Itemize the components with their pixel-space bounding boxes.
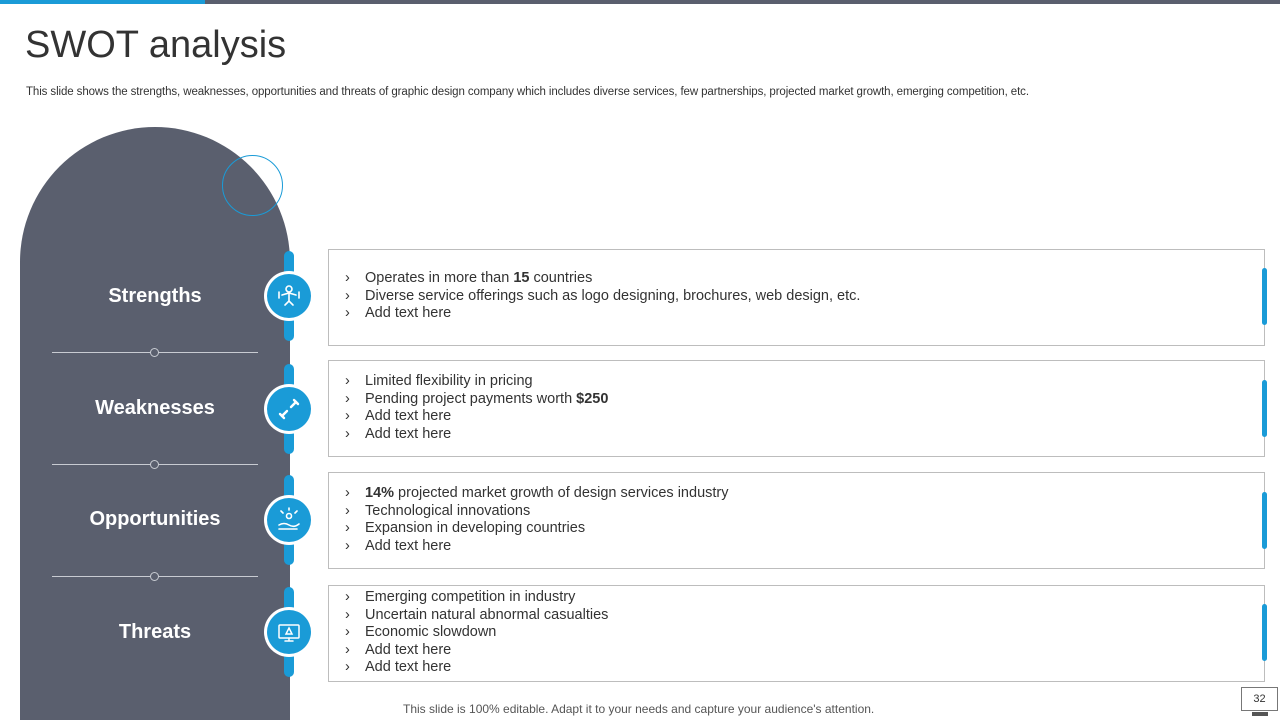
broken-link-icon: [267, 387, 311, 431]
chevron-right-icon: ›: [345, 485, 350, 501]
chevron-right-icon: ›: [345, 373, 350, 389]
chevron-right-icon: ›: [345, 641, 350, 658]
bullet-list: [345, 589, 608, 677]
chevron-right-icon: ›: [345, 408, 350, 425]
chevron-right-icon: ›: [345, 287, 350, 304]
icon-badge-strengths: [264, 271, 314, 321]
chevron-right-icon: ›: [345, 305, 350, 322]
side-tab: [1262, 380, 1267, 437]
icon-badge-threats: [264, 607, 314, 657]
icon-badge-opportunities: [264, 495, 314, 545]
list-item: › Operates in more than 15 countries: [345, 270, 593, 286]
chevron-right-icon: ›: [345, 589, 350, 605]
strength-icon: [267, 274, 311, 318]
slide-subtitle: This slide shows the strengths, weaknesses, opportunities and threats of graphic design company which includes diverse services, few partnerships, projected market growth, emerging competition, etc.: [26, 86, 1029, 98]
list-item: › Add text here: [345, 408, 452, 425]
bullet-list: [345, 485, 729, 555]
list-item: › Expansion in developing countries: [345, 520, 586, 537]
divider-dot: [150, 348, 159, 357]
side-tab: [1262, 492, 1267, 549]
slide-title: SWOT analysis: [25, 24, 287, 66]
bullet-list: [345, 373, 608, 443]
decorative-circle: [222, 155, 283, 216]
category-label-strengths: Strengths: [108, 285, 202, 307]
alert-monitor-icon: [267, 610, 311, 654]
top-bar-accent: [0, 0, 205, 4]
content-box-weaknesses: [328, 360, 1265, 457]
list-item: › Uncertain natural abnormal casualties: [345, 606, 609, 623]
side-tab: [1262, 604, 1267, 661]
list-item: › Emerging competition in industry: [345, 589, 576, 605]
list-item: › Diverse service offerings such as logo designing, brochures, web design, etc.: [345, 287, 861, 304]
chevron-right-icon: ›: [345, 502, 350, 519]
list-item: › Add text here: [345, 537, 452, 554]
chevron-right-icon: ›: [345, 606, 350, 623]
divider-dot: [150, 572, 159, 581]
list-item: › Limited flexibility in pricing: [345, 373, 533, 389]
footer-note: This slide is 100% editable. Adapt it to your needs and capture your audience's attention.: [403, 702, 875, 716]
content-box-strengths: [328, 249, 1265, 346]
chevron-right-icon: ›: [345, 624, 350, 641]
chevron-right-icon: ›: [345, 520, 350, 537]
list-item: › Add text here: [345, 305, 452, 322]
content-box-opportunities: [328, 472, 1265, 569]
side-tab: [1262, 268, 1267, 325]
list-item: › Technological innovations: [345, 502, 531, 519]
list-item: › Economic slowdown: [345, 624, 497, 641]
list-item: › Add text here: [345, 641, 452, 658]
list-item: › Add text here: [345, 659, 452, 676]
content-box-threats: [328, 585, 1265, 682]
icon-badge-weaknesses: [264, 384, 314, 434]
list-item: › Pending project payments worth $250: [345, 390, 609, 407]
page-number: 32: [1241, 687, 1278, 711]
divider-dot: [150, 460, 159, 469]
list-item: › 14% projected market growth of design services industry: [345, 485, 729, 501]
chevron-right-icon: ›: [345, 537, 350, 554]
growth-hand-icon: [267, 498, 311, 542]
category-label-threats: Threats: [118, 621, 192, 643]
chevron-right-icon: ›: [345, 659, 350, 676]
chevron-right-icon: ›: [345, 390, 350, 407]
list-item: › Add text here: [345, 425, 452, 442]
chevron-right-icon: ›: [345, 425, 350, 442]
category-label-opportunities: Opportunities: [89, 508, 221, 530]
bullet-list: [345, 270, 860, 323]
category-label-weaknesses: Weaknesses: [95, 397, 215, 419]
chevron-right-icon: ›: [345, 270, 350, 286]
page-number-stand: [1252, 712, 1268, 716]
